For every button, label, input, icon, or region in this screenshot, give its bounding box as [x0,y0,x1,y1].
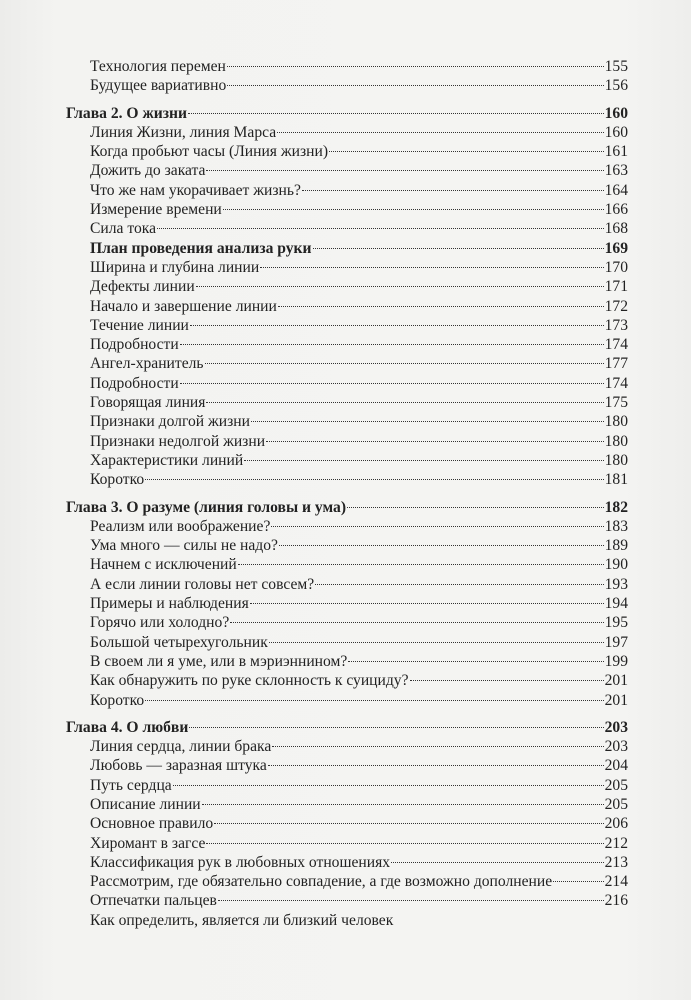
toc-entry-title: Что же нам укорачивает жизнь? [90,181,301,199]
toc-entry-title: Описание линии [90,795,201,813]
dot-leader [190,325,604,326]
toc-entry-title: Признаки недолгой жизни [90,432,266,450]
toc-entry-title: Измерение времени [90,201,222,219]
toc-entry-title: Основное правило [90,815,214,833]
toc-entry-row [66,258,628,277]
toc-page-number: 189 [604,537,628,555]
toc-entry-row [66,853,628,872]
toc-entry-title: Начало и завершение линии [90,297,277,315]
dot-leader [218,900,604,901]
toc-entry-row [66,575,628,594]
toc-page-number: 206 [604,815,628,833]
toc-entry-row [66,181,628,200]
toc-entry-row [66,872,628,891]
toc-page-number: 212 [604,834,628,852]
toc-page-number: 163 [604,162,628,180]
dot-leader [206,843,603,844]
toc-page-number: 169 [604,239,628,257]
dot-leader [202,804,604,805]
toc-page-number: 203 [604,738,628,756]
toc-entry-row [66,834,628,853]
toc-page-number: 214 [604,873,628,891]
toc-entry-row [66,412,628,431]
toc-entry-row [66,470,628,489]
toc-entry-title: Ширина и глубина линии [90,258,260,276]
toc-entry-title: Путь сердца [90,776,172,794]
toc-entry-title: Дефекты линии [90,278,195,296]
toc-entry-row [66,652,628,671]
toc-page-number: 166 [604,201,628,219]
toc-page-number: 156 [604,77,628,95]
toc-entry-title: Примеры и наблюдения [90,595,249,613]
toc-entry-row [66,737,628,756]
toc-entry-title: Дожить до заката [90,162,206,180]
toc-page-number: 213 [604,853,628,871]
toc-entry-row [66,219,628,238]
toc-entry-title: Реализм или воображение? [90,517,271,535]
toc-page-number: 195 [604,614,628,632]
toc-entry-title: Горячо или холодно? [90,614,230,632]
toc-page-number: 203 [604,718,628,736]
toc-entry-row [66,297,628,316]
dot-leader [206,170,603,171]
toc-page-number: 177 [604,355,628,373]
toc-entry-title: Линия сердца, линии брака [90,738,272,756]
toc-entry-title: Ума много — силы не надо? [90,537,278,555]
toc-entry-row [66,316,628,335]
toc-entry-title: Коротко [90,471,145,489]
toc-entry-row [66,239,628,258]
dot-leader [302,190,604,191]
toc-entry-title: Сила тока [90,220,157,238]
toc-page-number: 194 [604,595,628,613]
toc-page-number: 172 [604,297,628,315]
toc-entry-title: Признаки долгой жизни [90,413,250,431]
toc-page-number: 182 [604,498,628,516]
toc-entry-title: Глава 4. О любви [66,718,189,736]
toc-entry-row [66,517,628,536]
dot-leader [410,680,604,681]
toc-entry-title: Как определить, является ли близкий человек [90,911,394,929]
toc-page-number: 201 [604,691,628,709]
toc-page-number: 181 [604,471,628,489]
toc-page-number: 161 [604,143,628,161]
toc-entry-row [66,691,628,710]
toc-entry-row [66,374,628,393]
toc-page-number: 171 [604,278,628,296]
toc-page-number: 160 [604,123,628,141]
toc-page-number: 204 [604,757,628,775]
dot-leader [214,823,603,824]
dot-leader [279,545,604,546]
toc-page-number: 173 [604,316,628,334]
toc-entry-row [66,161,628,180]
toc-entry-row [66,671,628,690]
toc-entry-row [66,536,628,555]
toc-page-number: 164 [604,181,628,199]
toc-page-number: 180 [604,451,628,469]
dot-leader [145,479,603,480]
dot-leader [227,66,604,67]
dot-leader [260,267,603,268]
dot-leader [205,363,604,364]
dot-leader [251,421,604,422]
toc-entry-title: Линия Жизни, линия Марса [90,123,277,141]
toc-entry-title: Как обнаружить по руке склонность к суициду? [90,672,409,690]
toc-entry-row [66,200,628,219]
toc-entry-title: В своем ли я уме, или в мэриэннином? [90,652,348,670]
toc-entry-row [66,555,628,574]
dot-leader [189,727,603,728]
toc-entry-row [66,76,628,95]
dot-leader [180,344,604,345]
toc-entry-title: Будущее вариативно [90,77,227,95]
toc-entry-title: Когда пробьют часы (Линия жизни) [90,143,329,161]
toc-entry-title: А если линии головы нет совсем? [90,575,315,593]
dot-leader [347,507,604,508]
toc-entry-row [66,891,628,910]
toc-entry-row [66,123,628,142]
dot-leader [145,700,603,701]
toc-entry-title: Коротко [90,691,145,709]
toc-entry-title: Отпечатки пальцев [90,892,217,910]
toc-page-number: 175 [604,394,628,412]
dot-leader [227,85,603,86]
toc-entry-row [66,335,628,354]
toc-page-number: 197 [604,633,628,651]
toc-chapter-row [66,718,628,737]
dot-leader [223,209,604,210]
toc-entry-title: Характеристики линий [90,451,244,469]
toc-entry-row [66,911,628,930]
toc-page-number: 205 [604,795,628,813]
toc-entry-title: Начнем с исключений [90,556,237,574]
toc-entry-title: Глава 3. О разуме (линия головы и ума) [66,498,347,516]
dot-leader [266,441,604,442]
dot-leader [329,151,604,152]
table-of-contents [66,57,628,930]
toc-entry-row [66,142,628,161]
toc-entry-title: Глава 2. О жизни [66,104,187,122]
toc-page-number: 180 [604,432,628,450]
dot-leader [188,113,604,114]
dot-leader [391,862,604,863]
toc-entry-row [66,633,628,652]
dot-leader [313,248,604,249]
toc-entry-row [66,277,628,296]
dot-leader [272,746,603,747]
dot-leader [278,306,604,307]
toc-chapter-row [66,104,628,123]
toc-entry-row [66,795,628,814]
toc-entry-title: Классификация рук в любовных отношениях [90,853,391,871]
toc-entry-title: Подробности [90,336,179,354]
dot-leader [348,661,603,662]
dot-leader [230,622,603,623]
dot-leader [196,286,604,287]
toc-page-number: 170 [604,258,628,276]
toc-page-number: 168 [604,220,628,238]
toc-entry-row [66,756,628,775]
toc-page-number: 174 [604,374,628,392]
toc-page-number: 174 [604,336,628,354]
toc-entry-row [66,594,628,613]
toc-entry-title: Любовь — заразная штука [90,757,267,775]
toc-entry-title: Рассмотрим, где обязательно совпадение, а где возможно дополнение [90,873,553,891]
toc-entry-row [66,776,628,795]
dot-leader [553,881,603,882]
toc-entry-row [66,432,628,451]
dot-leader [238,564,604,565]
toc-entry-title: Хиромант в загсе [90,834,206,852]
toc-entry-title: Течение линии [90,316,189,334]
toc-page-number: 183 [604,517,628,535]
toc-entry-title: Большой четырехугольник [90,633,268,651]
dot-leader [271,526,603,527]
dot-leader [269,642,604,643]
dot-leader [173,785,604,786]
toc-entry-row [66,393,628,412]
dot-leader [206,402,603,403]
toc-page-number: 205 [604,776,628,794]
toc-page-number: 201 [604,672,628,690]
dot-leader [180,383,604,384]
toc-entry-row [66,354,628,373]
toc-entry-row [66,613,628,632]
dot-leader [157,228,604,229]
toc-page-number: 199 [604,652,628,670]
toc-entry-row [66,451,628,470]
toc-entry-title: Подробности [90,374,179,392]
dot-leader [244,460,603,461]
dot-leader [315,584,603,585]
toc-entry-title: Говорящая линия [90,394,206,412]
toc-entry-row [66,57,628,76]
dot-leader [277,132,603,133]
toc-page-number: 193 [604,575,628,593]
toc-page-number: 190 [604,556,628,574]
toc-chapter-row [66,498,628,517]
toc-entry-title: План проведения анализа руки [90,239,312,257]
dot-leader [250,603,604,604]
toc-page-number: 180 [604,413,628,431]
toc-page-number: 216 [604,892,628,910]
toc-entry-title: Ангел-хранитель [90,355,204,373]
toc-page-number: 160 [604,104,628,122]
toc-page-number: 155 [604,58,628,75]
toc-entry-title: Технология перемен [90,58,226,75]
toc-entry-row [66,814,628,833]
dot-leader [268,765,604,766]
